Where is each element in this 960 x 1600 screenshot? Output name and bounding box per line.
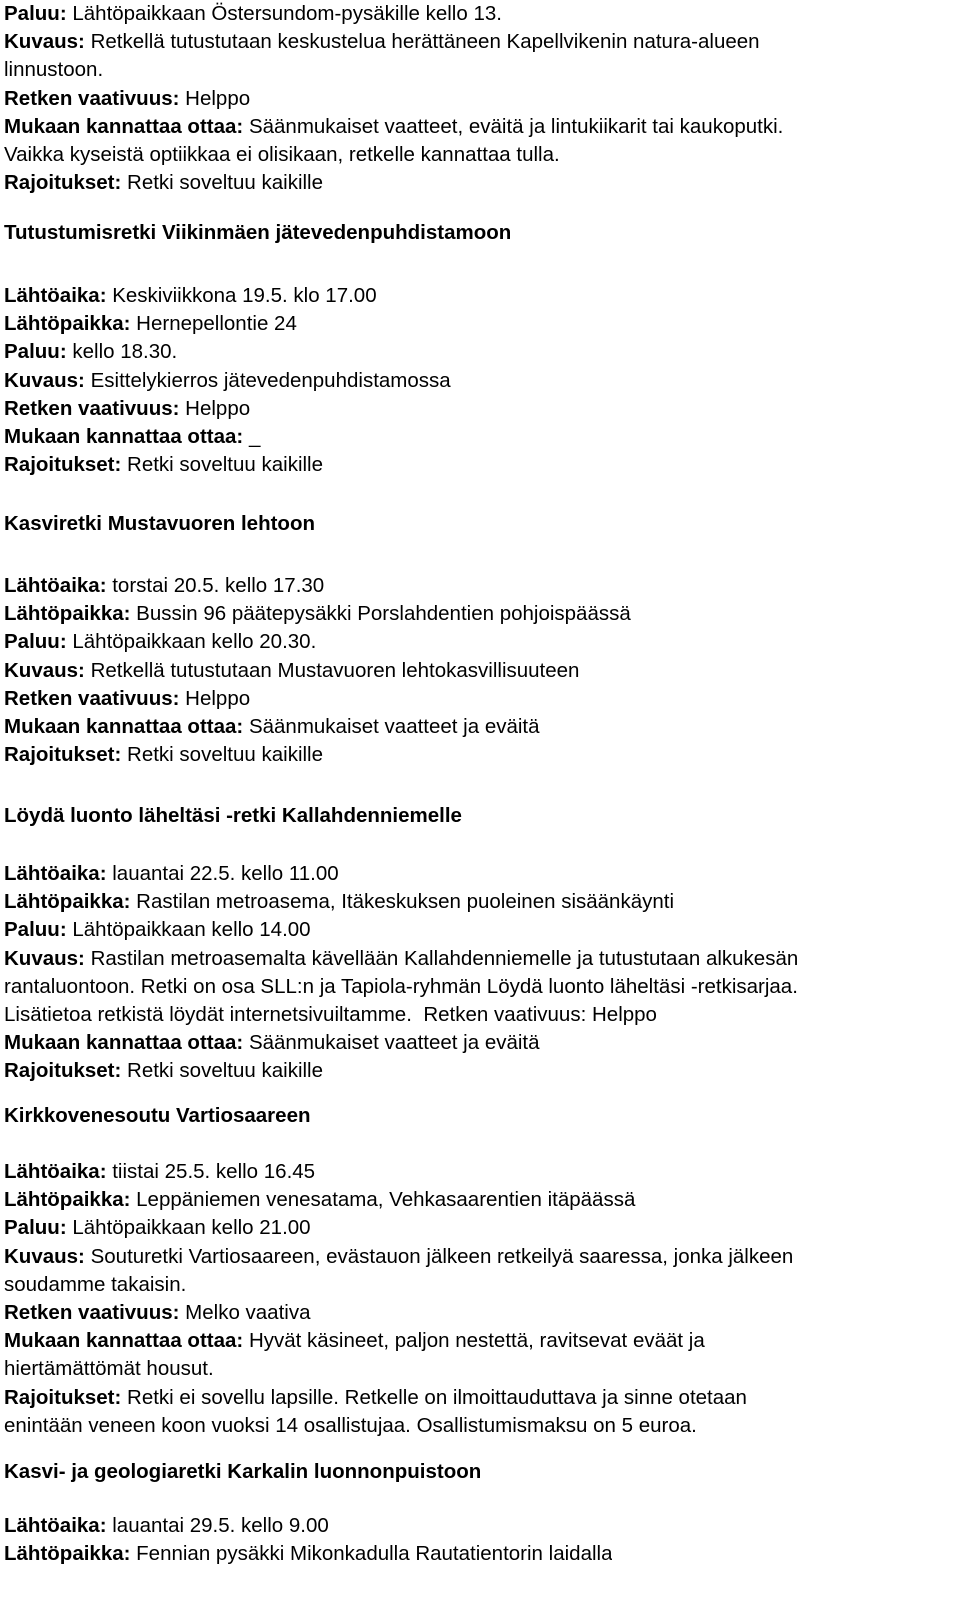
paluu-label: Paluu: <box>4 918 67 942</box>
lahtoaika-value: torstai 20.5. kello 17.30 <box>112 574 325 597</box>
trip-title: Löydä luonto läheltäsi -retki Kallahdenniemelle <box>4 804 462 827</box>
trip-details <box>4 1158 793 1440</box>
kuvaus-value-continued: rantaluontoon. Retki on osa SLL:n ja Tapiola-ryhmän Löydä luonto läheltäsi -retkisarjaa. <box>4 974 798 998</box>
mukaan-value: _ <box>248 425 261 449</box>
kuvaus-line <box>4 367 451 395</box>
trip-title: Kasviretki Mustavuoren lehtoon <box>4 512 315 535</box>
vaativuus-line <box>4 685 631 713</box>
mukaan-line <box>4 713 631 741</box>
lahtoaika-value: lauantai 22.5. kello 11.00 <box>112 862 339 885</box>
lahtoaika-line <box>4 1512 612 1540</box>
lahtoaika-label: Lähtöaika: <box>4 862 107 885</box>
vaativuus-label: Retken vaativuus: <box>4 396 180 420</box>
paluu-value: Lähtöpaikkaan kello 21.00 <box>72 1216 311 1240</box>
mukaan-line-continued <box>4 141 783 169</box>
paluu-line <box>4 1214 793 1242</box>
rajoitukset-value: Retki soveltuu kaikille <box>127 1059 324 1083</box>
lahtoaika-label: Lähtöaika: <box>4 574 107 597</box>
rajoitukset-line <box>4 1384 793 1412</box>
vaativuus-label: Retken vaativuus: <box>4 686 180 710</box>
lahtoaika-value: Keskiviikkona 19.5. klo 17.00 <box>112 284 377 307</box>
mukaan-value: Säänmukaiset vaatteet, eväitä ja lintukiikarit tai kaukoputki. <box>248 114 784 138</box>
mukaan-value-continued: hiertämättömät housut. <box>4 1357 214 1381</box>
lahtoaika-line <box>4 1158 793 1186</box>
mukaan-label: Mukaan kannattaa ottaa: <box>4 425 244 449</box>
kuvaus-label: Kuvaus: <box>4 1244 85 1268</box>
lahtoaika-line <box>4 572 631 600</box>
rajoitukset-label: Rajoitukset: <box>4 453 122 477</box>
top-section <box>4 0 783 197</box>
lahtopaikka-line <box>4 310 451 338</box>
rajoitukset-label: Rajoitukset: <box>4 743 122 767</box>
lahtopaikka-label: Lähtöpaikka: <box>4 1188 131 1212</box>
mukaan-label: Mukaan kannattaa ottaa: <box>4 1329 244 1353</box>
vaativuus-line <box>4 395 451 423</box>
rajoitukset-value: Retki soveltuu kaikille <box>127 743 324 767</box>
kuvaus-value: Retkellä tutustutaan Mustavuoren lehtokasvillisuuteen <box>90 658 580 682</box>
rajoitukset-label: Rajoitukset: <box>4 1385 122 1409</box>
kuvaus-line-continued <box>4 973 798 1001</box>
paluu-value: kello 18.30. <box>72 340 178 364</box>
kuvaus-line <box>4 657 631 685</box>
lahtopaikka-value: Hernepellontie 24 <box>136 312 297 336</box>
trip-details <box>4 1512 612 1568</box>
kuvaus-value-continued: linnustoon. <box>4 58 104 82</box>
trip-details <box>4 860 798 1086</box>
kuvaus-and-vaativuus-line <box>4 1001 798 1029</box>
paluu-line <box>4 338 451 366</box>
rajoitukset-label: Rajoitukset: <box>4 1059 122 1083</box>
lahtopaikka-line <box>4 888 798 916</box>
paluu-label: Paluu: <box>4 2 67 25</box>
paluu-line <box>4 0 783 28</box>
trip-details <box>4 282 451 479</box>
rajoitukset-line <box>4 169 783 197</box>
kuvaus-line-continued <box>4 56 783 84</box>
vaativuus-value: Helppo <box>185 396 251 420</box>
vaativuus-label: Retken vaativuus: <box>4 86 180 110</box>
rajoitukset-line <box>4 1057 798 1085</box>
vaativuus-value: Melko vaativa <box>185 1301 311 1325</box>
lahtopaikka-label: Lähtöpaikka: <box>4 890 131 914</box>
vaativuus-label: Retken vaativuus: <box>423 1003 587 1027</box>
paluu-line <box>4 916 798 944</box>
paluu-value: Lähtöpaikkaan kello 20.30. <box>72 630 317 654</box>
lahtopaikka-value: Leppäniemen venesatama, Vehkasaarentien itäpäässä <box>136 1188 636 1212</box>
mukaan-line <box>4 113 783 141</box>
lahtopaikka-label: Lähtöpaikka: <box>4 602 131 626</box>
paluu-value: Lähtöpaikkaan Östersundom-pysäkille kello 13. <box>72 2 502 25</box>
paluu-line <box>4 628 631 656</box>
rajoitukset-value: Retki ei sovellu lapsille. Retkelle on ilmoittauduttava ja sinne otetaan <box>127 1385 747 1409</box>
vaativuus-value: Helppo <box>591 1003 657 1027</box>
lahtopaikka-value: Fennian pysäkki Mikonkadulla Rautatientorin laidalla <box>136 1542 613 1566</box>
kuvaus-value: Esittelykierros jätevedenpuhdistamossa <box>90 368 451 392</box>
vaativuus-value: Helppo <box>185 86 251 110</box>
rajoitukset-label: Rajoitukset: <box>4 171 122 195</box>
mukaan-value: Säänmukaiset vaatteet ja eväitä <box>248 1031 540 1055</box>
mukaan-line <box>4 1327 793 1355</box>
mukaan-value: Hyvät käsineet, paljon nestettä, ravitsevat eväät ja <box>248 1329 705 1353</box>
trip-title: Kasvi- ja geologiaretki Karkalin luonnonpuistoon <box>4 1460 482 1483</box>
mukaan-value: Säänmukaiset vaatteet ja eväitä <box>248 715 540 739</box>
lahtopaikka-label: Lähtöpaikka: <box>4 312 131 336</box>
trip-title: Kirkkovenesoutu Vartiosaareen <box>4 1104 311 1127</box>
lahtopaikka-line <box>4 600 631 628</box>
kuvaus-value-continued: soudamme takaisin. <box>4 1272 187 1296</box>
lahtoaika-line <box>4 282 451 310</box>
kuvaus-line-continued <box>4 1271 793 1299</box>
paluu-label: Paluu: <box>4 630 67 654</box>
lahtoaika-value: lauantai 29.5. kello 9.00 <box>112 1514 329 1537</box>
kuvaus-value: Rastilan metroasemalta kävellään Kallahdenniemelle ja tutustutaan alkukesän <box>90 946 799 970</box>
kuvaus-label: Kuvaus: <box>4 658 85 682</box>
kuvaus-line <box>4 28 783 56</box>
mukaan-label: Mukaan kannattaa ottaa: <box>4 1031 244 1055</box>
vaativuus-line <box>4 85 783 113</box>
lahtoaika-label: Lähtöaika: <box>4 1160 107 1183</box>
trip-details <box>4 572 631 769</box>
mukaan-line <box>4 423 451 451</box>
kuvaus-line <box>4 945 798 973</box>
lahtoaika-value: tiistai 25.5. kello 16.45 <box>112 1160 316 1183</box>
rajoitukset-line <box>4 451 451 479</box>
paluu-value: Lähtöpaikkaan kello 14.00 <box>72 918 311 942</box>
kuvaus-line <box>4 1243 793 1271</box>
mukaan-label: Mukaan kannattaa ottaa: <box>4 114 244 138</box>
mukaan-line-continued <box>4 1355 793 1383</box>
vaativuus-label: Retken vaativuus: <box>4 1301 180 1325</box>
lahtopaikka-value: Bussin 96 päätepysäkki Porslahdentien pohjoispäässä <box>136 602 631 626</box>
lahtoaika-label: Lähtöaika: <box>4 284 107 307</box>
kuvaus-label: Kuvaus: <box>4 368 85 392</box>
rajoitukset-value-continued: enintään veneen koon vuoksi 14 osallistujaa. Osallistumismaksu on 5 euroa. <box>4 1413 697 1437</box>
lahtopaikka-value: Rastilan metroasema, Itäkeskuksen puoleinen sisäänkäynti <box>136 890 675 914</box>
kuvaus-value: Retkellä tutustutaan keskustelua herättäneen Kapellvikenin natura-alueen <box>90 30 760 54</box>
rajoitukset-value: Retki soveltuu kaikille <box>127 171 324 195</box>
mukaan-line <box>4 1029 798 1057</box>
lahtopaikka-line <box>4 1540 612 1568</box>
lahtopaikka-label: Lähtöpaikka: <box>4 1542 131 1566</box>
lahtoaika-line <box>4 860 798 888</box>
vaativuus-value: Helppo <box>185 686 251 710</box>
kuvaus-value: Souturetki Vartiosaareen, evästauon jälkeen retkeilyä saaressa, jonka jälkeen <box>90 1244 794 1268</box>
paluu-label: Paluu: <box>4 1216 67 1240</box>
paluu-label: Paluu: <box>4 340 67 364</box>
trip-title: Tutustumisretki Viikinmäen jätevedenpuhdistamoon <box>4 221 512 244</box>
mukaan-value-continued: Vaikka kyseistä optiikkaa ei olisikaan, retkelle kannattaa tulla. <box>4 143 560 167</box>
rajoitukset-line-continued <box>4 1412 793 1440</box>
kuvaus-label: Kuvaus: <box>4 30 85 54</box>
rajoitukset-value: Retki soveltuu kaikille <box>127 453 324 477</box>
kuvaus-label: Kuvaus: <box>4 946 85 970</box>
lahtoaika-label: Lähtöaika: <box>4 1514 107 1537</box>
lahtopaikka-line <box>4 1186 793 1214</box>
rajoitukset-line <box>4 741 631 769</box>
vaativuus-line <box>4 1299 793 1327</box>
kuvaus-value-continued: Lisätietoa retkistä löydät internetsivuiltamme. <box>4 1003 412 1027</box>
mukaan-label: Mukaan kannattaa ottaa: <box>4 715 244 739</box>
